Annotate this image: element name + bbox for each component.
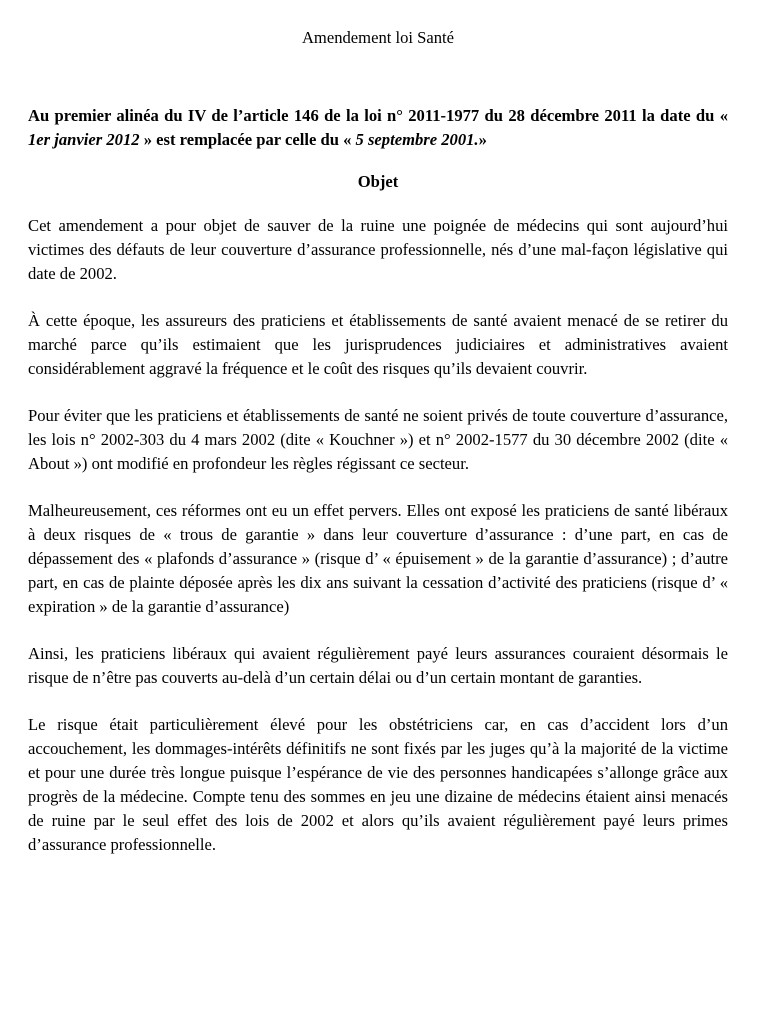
document-title: Amendement loi Santé [301,28,455,47]
paragraph-context: À cette époque, les assureurs des praticiens et établissements de santé avaient menacé de se retirer du marché parce qu’ils estimaient que les jurisprudences judiciaires et administratives avaient considérablement aggravé la fréquence et le coût des risques qu’ils devaient couvrir. [28,311,728,378]
amendment-text-part2: » est remplacée par celle du « [139,130,356,149]
paragraph-perverse-effect: Malheureusement, ces réformes ont eu un effet pervers. Elles ont exposé les praticiens de santé libéraux à deux risques de « trous de garantie » dans leur couverture d’assurance : d’une part, en cas de dépassement des « plafonds d’assurance » (risque d’ « épuisement » de la garantie d’assurance) ; d’autre part, en cas de plainte déposée après les dix ans suivant la cessation d’activité des praticiens (risque d’ « expiration » de la garantie d’assurance) [28,501,728,616]
amendment-text-part1: Au premier alinéa du IV de l’article 146 de la loi n° 2011-1977 du 28 décembre 2011 la date du « [28,106,728,125]
amendment-new-date: 5 septembre 2001. [355,130,479,149]
amendment-text-part3: » [478,130,487,149]
paragraph-laws: Pour éviter que les praticiens et établissements de santé ne soient privés de toute couverture d’assurance, les lois n° 2002-303 du 4 mars 2002 (dite « Kouchner ») et n° 2002-1577 du 30 décembre 2002 (dite « About ») ont modifié en profondeur les règles régissant ce secteur. [28,406,728,473]
amendment-text [28,104,728,152]
paragraph-consequence: Ainsi, les praticiens libéraux qui avaient régulièrement payé leurs assurances couraient désormais le risque de n’être pas couverts au-delà d’un certain délai ou d’un certain montant de garanties. [28,644,728,687]
paragraph-obstetricians: Le risque était particulièrement élevé pour les obstétriciens car, en cas d’accident lors d’un accouchement, les dommages-intérêts définitifs ne sont fixés par les juges qu’à la majorité de la victime et pour une durée très longue puisque l’espérance de vie des personnes handicapées s’allonge grâce aux progrès de la médecine. Compte tenu des sommes en jeu une dizaine de médecins étaient ainsi menacés de ruine par le seul effet des lois de 2002 et alors qu’ils avaient régulièrement payé leurs primes d’assurance professionnelle. [28,715,728,854]
object-heading: Objet [357,172,399,191]
amendment-old-date: 1er janvier 2012 [28,130,140,149]
paragraph-purpose: Cet amendement a pour objet de sauver de la ruine une poignée de médecins qui sont aujourd’hui victimes des défauts de leur couverture d’assurance professionnelle, nés d’une mal-façon législative qui date de 2002. [28,216,728,283]
